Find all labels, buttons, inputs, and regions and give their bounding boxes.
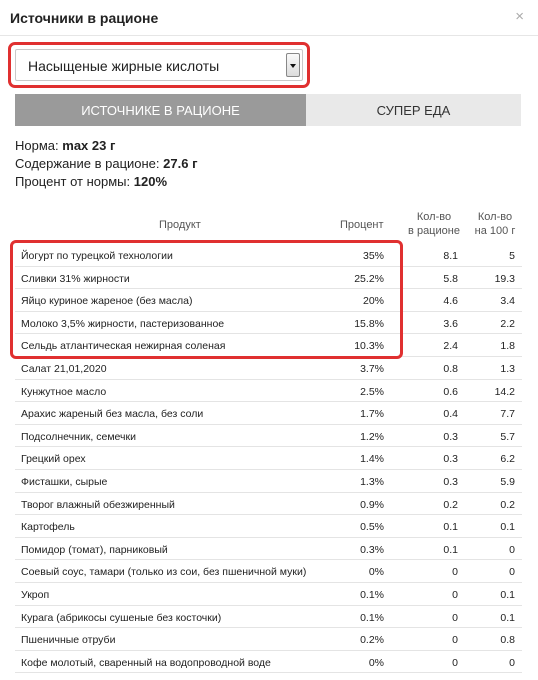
percent-cell: 20%: [362, 295, 384, 308]
amount-cell: 0: [452, 588, 458, 601]
header-amount[interactable]: [407, 210, 461, 238]
per100-cell: 2.2: [500, 317, 515, 330]
amount-cell: 0.3: [443, 475, 458, 488]
per100-cell: 0.8: [500, 634, 515, 647]
per100-cell: 0: [509, 543, 515, 556]
product-name: Сельдь атлантическая нежирная соленая: [21, 340, 226, 353]
percent-cell: 2.5%: [360, 385, 384, 398]
per100-cell: 0.1: [500, 588, 515, 601]
product-name: Картофель: [21, 521, 75, 534]
product-name: Творог влажный обезжиренный: [21, 498, 175, 511]
per100-cell: 0.1: [500, 611, 515, 624]
norm-label: Норма:: [15, 138, 59, 153]
header-percent[interactable]: Процент: [340, 219, 384, 231]
header-product[interactable]: Продукт: [159, 219, 201, 231]
tab-super-food[interactable]: СУПЕР ЕДА: [306, 94, 521, 126]
percent-cell: 0.9%: [360, 498, 384, 511]
product-name: Курага (абрикосы сушеные без косточки): [21, 611, 222, 624]
close-icon[interactable]: ×: [515, 8, 524, 25]
tab-bar: [15, 94, 521, 126]
product-name: Сливки 31% жирности: [21, 272, 130, 285]
percent-line: [15, 173, 197, 191]
header-per100-line2: на 100 г: [474, 225, 516, 237]
content-line: [15, 155, 197, 173]
header-per100[interactable]: [471, 210, 519, 238]
product-name: Яйцо куриное жареное (без масла): [21, 295, 193, 308]
percent-cell: 0.5%: [360, 521, 384, 534]
percent-cell: 0.1%: [360, 588, 384, 601]
product-name: Арахис жареный без масла, без соли: [21, 408, 204, 421]
amount-cell: 0.8: [443, 362, 458, 375]
amount-cell: 0.2: [443, 498, 458, 511]
table-row[interactable]: [15, 515, 522, 538]
table-row[interactable]: [15, 267, 522, 290]
amount-cell: 5.8: [443, 272, 458, 285]
percent-cell: 1.3%: [360, 475, 384, 488]
amount-cell: 0.1: [443, 543, 458, 556]
table-row[interactable]: [15, 402, 522, 425]
product-name: Кофе молотый, сваренный на водопроводной воде: [21, 656, 271, 669]
per100-cell: 7.7: [500, 408, 515, 421]
header-amount-line2: в рационе: [408, 225, 460, 237]
amount-cell: 2.4: [443, 340, 458, 353]
amount-cell: 4.6: [443, 295, 458, 308]
product-name: Соевый соус, тамари (только из сои, без пшеничной муки): [21, 566, 307, 579]
amount-cell: 0.4: [443, 408, 458, 421]
amount-cell: 0: [452, 656, 458, 669]
amount-cell: 8.1: [443, 250, 458, 262]
table-row[interactable]: [15, 244, 522, 267]
select-highlight-frame: [8, 42, 310, 88]
percent-cell: 0%: [368, 656, 384, 669]
amount-cell: 0.3: [443, 430, 458, 443]
norm-value: max 23 г: [62, 138, 116, 153]
amount-cell: 3.6: [443, 317, 458, 330]
percent-cell: 3.7%: [360, 362, 384, 375]
product-name: Салат 21,01,2020: [21, 362, 107, 375]
product-name: Подсолнечник, семечки: [21, 430, 136, 443]
percent-cell: 15.8%: [354, 317, 384, 330]
table-row[interactable]: [15, 606, 522, 629]
percent-value: 120%: [133, 174, 167, 189]
per100-cell: 0: [509, 656, 515, 669]
product-name: Грецкий орех: [21, 453, 86, 466]
percent-label: Процент от нормы:: [15, 174, 131, 189]
header-amount-line1: Кол-во: [416, 211, 452, 223]
product-name: Пшеничные отруби: [21, 634, 116, 647]
norm-line: [15, 137, 197, 155]
table-row[interactable]: [15, 357, 522, 380]
tab-diet-sources[interactable]: ИСТОЧНИКЕ В РАЦИОНЕ: [15, 94, 306, 126]
percent-cell: 35%: [362, 250, 384, 262]
nutrient-select[interactable]: [15, 49, 303, 81]
percent-cell: 1.2%: [360, 430, 384, 443]
table-row[interactable]: [15, 380, 522, 403]
dialog-title: Источники в рационе: [10, 10, 159, 26]
amount-cell: 0: [452, 566, 458, 579]
table-row[interactable]: [15, 289, 522, 312]
percent-cell: 0.1%: [360, 611, 384, 624]
percent-cell: 10.3%: [354, 340, 384, 353]
nutrient-stats: [15, 137, 197, 191]
table-header: [15, 208, 522, 240]
table-row[interactable]: [15, 628, 522, 651]
product-name: Кунжутное масло: [21, 385, 107, 398]
percent-cell: 0%: [368, 566, 384, 579]
product-name: Йогурт по турецкой технологии: [21, 250, 173, 262]
nutrient-select-value: Насыщеные жирные кислоты: [28, 58, 220, 74]
table-row[interactable]: [15, 425, 522, 448]
per100-cell: 0.2: [500, 498, 515, 511]
per100-cell: 5: [509, 250, 515, 262]
table-row[interactable]: [15, 493, 522, 516]
product-name: Помидор (томат), парниковый: [21, 543, 168, 556]
table-row[interactable]: [15, 651, 522, 674]
per100-cell: 1.8: [500, 340, 515, 353]
per100-cell: 5.9: [500, 475, 515, 488]
per100-cell: 14.2: [494, 385, 515, 398]
content-value: 27.6 г: [163, 156, 198, 171]
content-label: Содержание в рационе:: [15, 156, 160, 171]
table-row[interactable]: [15, 470, 522, 493]
per100-cell: 6.2: [500, 453, 515, 466]
per100-cell: 0.1: [500, 521, 515, 534]
amount-cell: 0: [452, 634, 458, 647]
header-per100-line1: Кол-во: [477, 211, 513, 223]
sources-table-body: [15, 244, 522, 673]
table-row[interactable]: [15, 583, 522, 606]
percent-cell: 0.2%: [360, 634, 384, 647]
dropdown-arrow-icon[interactable]: [286, 53, 300, 77]
per100-cell: 0: [509, 566, 515, 579]
product-name: Молоко 3,5% жирности, пастеризованное: [21, 317, 225, 330]
percent-cell: 0.3%: [360, 543, 384, 556]
product-name: Укроп: [21, 588, 50, 601]
table-row[interactable]: [15, 560, 522, 583]
amount-cell: 0.3: [443, 453, 458, 466]
amount-cell: 0.6: [443, 385, 458, 398]
amount-cell: 0: [452, 611, 458, 624]
per100-cell: 1.3: [500, 362, 515, 375]
per100-cell: 19.3: [494, 272, 515, 285]
dialog-header: [0, 0, 538, 36]
table-row[interactable]: [15, 538, 522, 561]
table-row[interactable]: [15, 312, 522, 335]
table-row[interactable]: [15, 334, 522, 357]
per100-cell: 3.4: [500, 295, 515, 308]
percent-cell: 1.4%: [360, 453, 384, 466]
percent-cell: 1.7%: [360, 408, 384, 421]
table-row[interactable]: [15, 447, 522, 470]
per100-cell: 5.7: [500, 430, 515, 443]
amount-cell: 0.1: [443, 521, 458, 534]
percent-cell: 25.2%: [354, 272, 384, 285]
product-name: Фисташки, сырые: [21, 475, 108, 488]
